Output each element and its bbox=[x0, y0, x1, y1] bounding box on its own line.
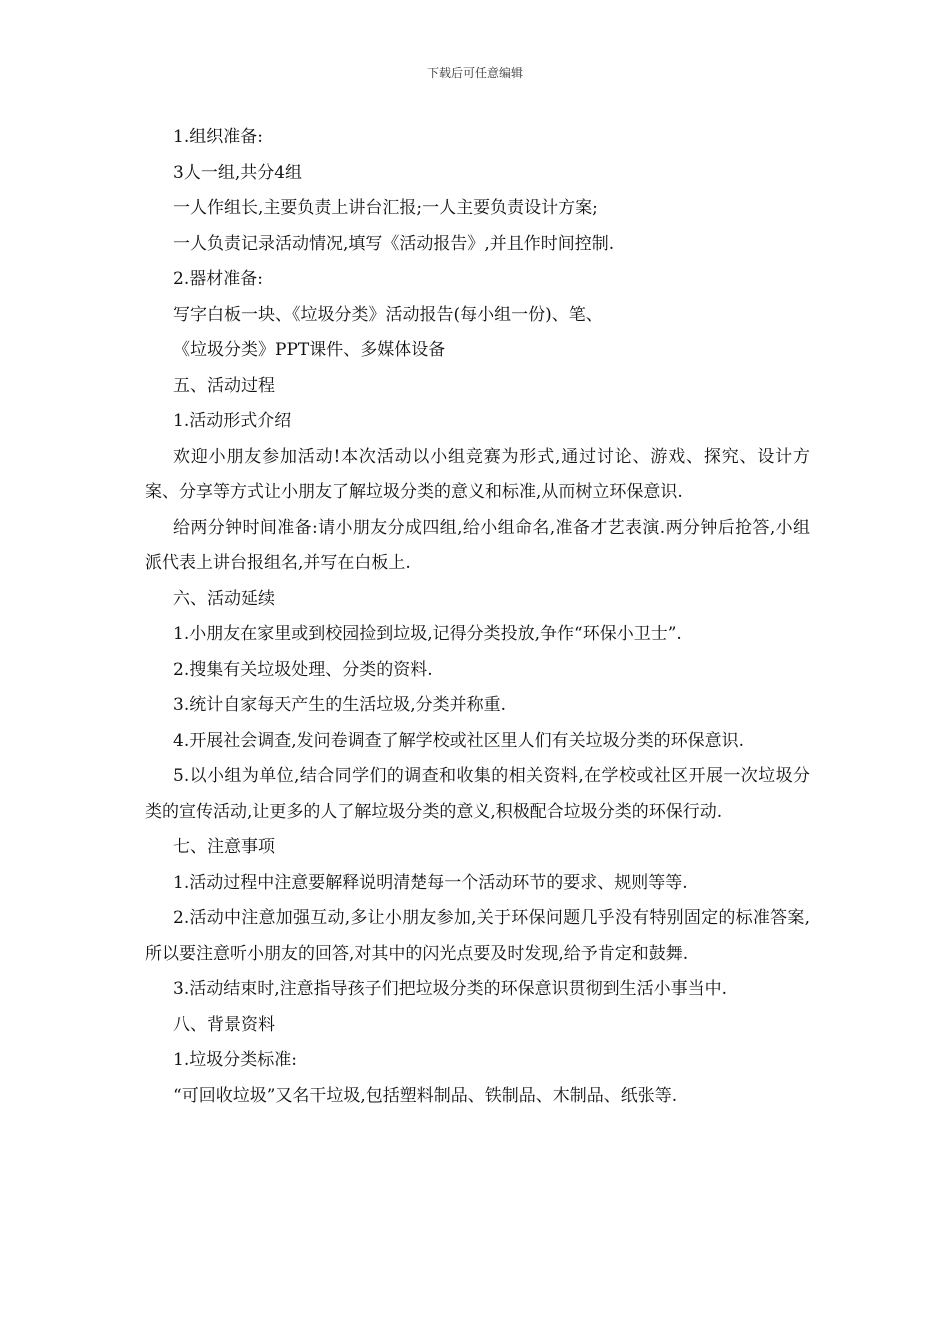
paragraph: 2.搜集有关垃圾处理、分类的资料. bbox=[173, 659, 433, 680]
paragraph: 2.活动中注意加强互动,多让小朋友参加,关于环保问题几乎没有特别固定的标准答案,所以要注意听小朋友的回答,对其中的闪光点要及时发现,给予肯定和鼓舞. bbox=[145, 908, 810, 964]
paragraph: 给两分钟时间准备:请小朋友分成四组,给小组命名,准备才艺表演.两分钟后抢答,小组派代表上讲台报组名,并写在白板上. bbox=[145, 517, 810, 573]
paragraph: 1.活动形式介绍 bbox=[173, 411, 292, 431]
paragraph: 《垃圾分类》PPT课件、多媒体设备 bbox=[173, 340, 446, 360]
section-heading: 六、活动延续 bbox=[173, 588, 275, 609]
paragraph: 5.以小组为单位,结合同学们的调查和收集的相关资料,在学校或社区开展一次垃圾分类的宣传活动,让更多的人了解垃圾分类的意义,积极配合垃圾分类的环保行动. bbox=[145, 766, 810, 822]
paragraph: 1.组织准备: bbox=[173, 127, 263, 147]
paragraph: 欢迎小朋友参加活动!本次活动以小组竞赛为形式,通过讨论、游戏、探究、设计方案、分享等方式让小朋友了解垃圾分类的意义和标准,从而树立环保意识. bbox=[145, 446, 810, 502]
paragraph: 4.开展社会调查,发问卷调查了解学校或社区里人们有关垃圾分类的环保意识. bbox=[173, 730, 745, 751]
paragraph: 3人一组,共分4组 bbox=[173, 162, 303, 183]
paragraph: 1.垃圾分类标准: bbox=[173, 1050, 297, 1070]
document-body bbox=[145, 120, 810, 1114]
paragraph: “可回收垃圾”又名干垃圾,包括塑料制品、铁制品、木制品、纸张等. bbox=[173, 1085, 678, 1106]
paragraph: 1.活动过程中注意要解释说明清楚每一个活动环节的要求、规则等等. bbox=[173, 872, 688, 893]
paragraph: 2.器材准备: bbox=[173, 269, 263, 289]
paragraph: 一人负责记录活动情况,填写《活动报告》,并且作时间控制. bbox=[173, 233, 615, 254]
paragraph: 一人作组长,主要负责上讲台汇报;一人主要负责设计方案; bbox=[173, 198, 598, 218]
section-heading: 七、注意事项 bbox=[173, 837, 275, 857]
paragraph: 3.统计自家每天产生的生活垃圾,分类并称重. bbox=[173, 695, 507, 715]
paragraph: 3.活动结束时,注意指导孩子们把垃圾分类的环保意识贯彻到生活小事当中. bbox=[173, 979, 728, 999]
paragraph: 1.小朋友在家里或到校园捡到垃圾,记得分类投放,争作“环保小卫士”. bbox=[173, 624, 682, 644]
section-heading: 八、背景资料 bbox=[173, 1014, 275, 1035]
page-header: 下载后可任意编辑 bbox=[426, 66, 523, 80]
paragraph: 写字白板一块、《垃圾分类》活动报告(每小组一份)、笔、 bbox=[173, 304, 603, 325]
section-heading: 五、活动过程 bbox=[173, 375, 275, 396]
